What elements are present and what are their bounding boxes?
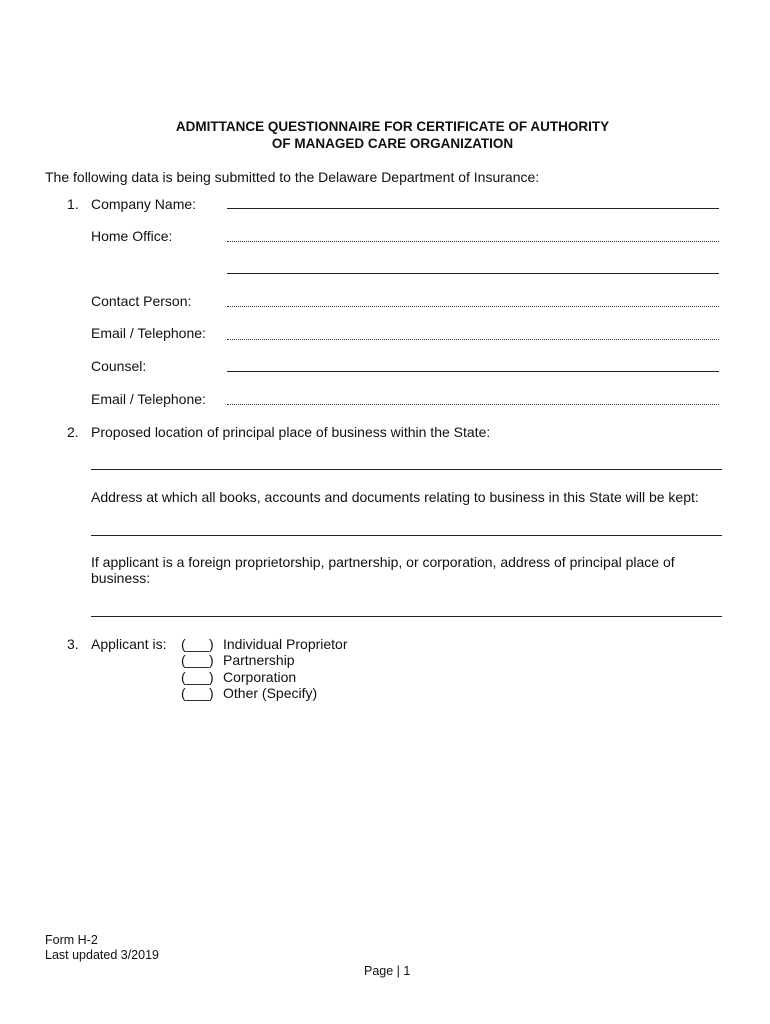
foreign-applicant-prompt-line-2: business: (91, 570, 151, 586)
applicant-type-label: Applicant is: (91, 636, 167, 652)
applicant-option-individual-proprietor[interactable] (181, 636, 348, 652)
contact-person-field[interactable] (227, 306, 719, 307)
contact-person-label: Contact Person: (91, 293, 192, 309)
checkbox-blank[interactable]: (___) (181, 684, 214, 701)
section-3-number: 3. (67, 636, 79, 652)
option-label: Other (Specify) (223, 684, 318, 701)
principal-place-question: Proposed location of principal place of business within the State: (91, 424, 491, 440)
option-label: Individual Proprietor (223, 636, 348, 652)
counsel-field[interactable] (227, 371, 719, 372)
principal-place-field[interactable] (91, 469, 722, 470)
checkbox-blank[interactable]: (___) (181, 668, 214, 685)
applicant-option-partnership[interactable] (181, 652, 348, 668)
foreign-applicant-address-field[interactable] (91, 616, 722, 617)
section-1-number: 1. (67, 196, 79, 212)
email-telephone-label-1: Email / Telephone: (91, 325, 206, 341)
email-telephone-field-2[interactable] (227, 404, 719, 405)
home-office-field-line-1[interactable] (227, 241, 719, 242)
home-office-label: Home Office: (91, 228, 173, 244)
intro-text: The following data is being submitted to the Delaware Department of Insurance: (45, 169, 540, 185)
option-label: Partnership (223, 652, 295, 669)
foreign-applicant-prompt-line-1: If applicant is a foreign proprietorship, partnership, or corporation, address of principal place of (91, 554, 675, 570)
counsel-label: Counsel: (91, 358, 147, 374)
company-name-field[interactable] (227, 208, 719, 209)
email-telephone-label-2: Email / Telephone: (91, 391, 206, 407)
form-title-line-2: OF MANAGED CARE ORGANIZATION (271, 136, 514, 151)
last-updated: Last updated 3/2019 (45, 948, 159, 962)
checkbox-blank[interactable]: (___) (181, 636, 214, 652)
applicant-option-corporation[interactable] (181, 669, 348, 685)
form-id: Form H-2 (45, 933, 98, 947)
applicant-type-options (181, 636, 348, 701)
home-office-field-line-2[interactable] (227, 273, 719, 274)
email-telephone-field-1[interactable] (227, 339, 719, 340)
company-name-label: Company Name: (91, 196, 197, 212)
option-label: Corporation (223, 668, 297, 685)
section-2-number: 2. (67, 424, 79, 440)
form-title-line-1: ADMITTANCE QUESTIONNAIRE FOR CERTIFICATE OF AUTHORITY (175, 119, 610, 134)
books-location-prompt: Address at which all books, accounts and documents relating to business in this State will be kept: (91, 489, 699, 505)
checkbox-blank[interactable]: (___) (181, 652, 214, 669)
books-location-field[interactable] (91, 535, 722, 536)
applicant-option-other[interactable] (181, 685, 348, 701)
page-number: Page | 1 (364, 964, 411, 978)
